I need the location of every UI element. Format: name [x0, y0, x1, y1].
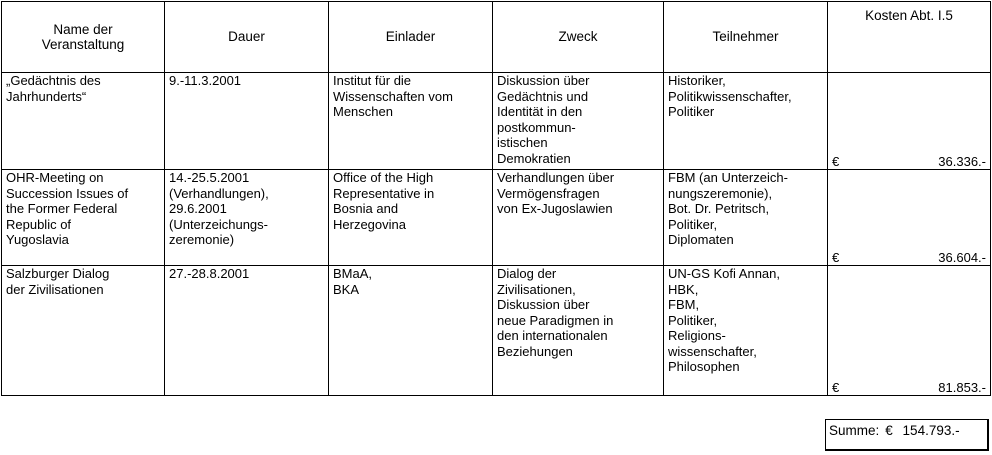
- total-amount: 154.793.-: [902, 423, 960, 438]
- table-row: [2, 266, 991, 396]
- header-host: Einlader: [329, 2, 493, 73]
- event-purpose: Dialog der Zivilisationen, Diskussion über neue Paradigmen in den internationalen Beziehungen: [493, 266, 664, 396]
- cost-amount: 36.336.-: [938, 153, 986, 169]
- header-cost: Kosten Abt. I.5: [828, 2, 991, 73]
- event-participants: UN-GS Kofi Annan, HBK, FBM, Politiker, Religions- wissenschafter, Philosophen: [664, 266, 828, 396]
- table-header-row: [2, 2, 991, 73]
- event-name: OHR-Meeting on Succession Issues of the Former Federal Republic of Yugoslavia: [2, 170, 165, 266]
- cost-amount: 81.853.-: [938, 379, 986, 395]
- header-purpose: Zweck: [493, 2, 664, 73]
- header-participants: Teilnehmer: [664, 2, 828, 73]
- event-duration: 14.-25.5.2001 (Verhandlungen), 29.6.2001 (Unterzeichungs- zeremonie): [165, 170, 329, 266]
- cost-currency: €: [832, 249, 840, 265]
- event-host: Institut für die Wissenschaften vom Menschen: [329, 73, 493, 170]
- events-table: [1, 1, 991, 396]
- header-name: Name der Veranstaltung: [2, 2, 165, 73]
- event-host: BMaA, BKA: [329, 266, 493, 396]
- event-cost: [828, 73, 991, 170]
- event-host: Office of the High Representative in Bosnia and Herzegovina: [329, 170, 493, 266]
- event-duration: 9.-11.3.2001: [165, 73, 329, 170]
- total-label: Summe:: [829, 423, 880, 438]
- event-name: „Gedächtnis des Jahrhunderts“: [2, 73, 165, 170]
- event-purpose: Diskussion über Gedächtnis und Identität in den postkommun- istischen Demokratien: [493, 73, 664, 170]
- total-currency: €: [885, 423, 893, 438]
- event-purpose: Verhandlungen über Vermögensfragen von Ex-Jugoslawien: [493, 170, 664, 266]
- event-name: Salzburger Dialog der Zivilisationen: [2, 266, 165, 396]
- total-box: [825, 419, 989, 451]
- table-row: [2, 170, 991, 266]
- header-duration: Dauer: [165, 2, 329, 73]
- event-participants: FBM (an Unterzeich- nungszeremonie), Bot. Dr. Petritsch, Politiker, Diplomaten: [664, 170, 828, 266]
- event-cost: [828, 266, 991, 396]
- table-row: [2, 73, 991, 170]
- cost-currency: €: [832, 379, 840, 395]
- cost-currency: €: [832, 153, 840, 169]
- event-participants: Historiker, Politikwissenschafter, Politiker: [664, 73, 828, 170]
- event-duration: 27.-28.8.2001: [165, 266, 329, 396]
- cost-amount: 36.604.-: [938, 249, 986, 265]
- event-cost: [828, 170, 991, 266]
